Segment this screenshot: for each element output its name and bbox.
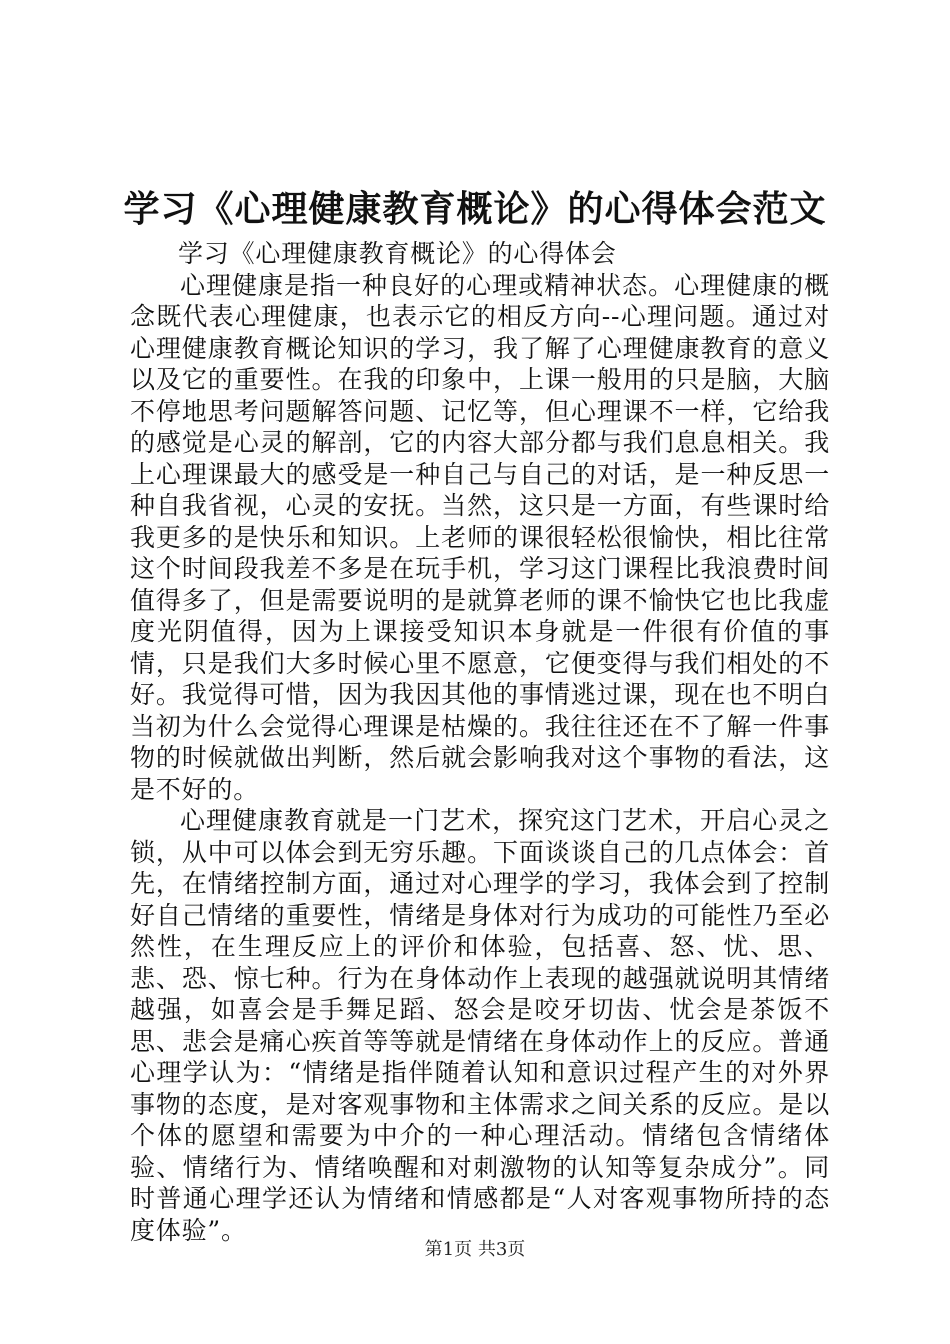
page-number-footer: 第1页 共3页 xyxy=(424,1239,526,1260)
document-title: 学习《心理健康教育概论》的心得体会范文 xyxy=(123,188,827,230)
document-body xyxy=(130,238,830,1246)
document-subtitle: 学习《心理健康教育概论》的心得体会 xyxy=(178,239,617,268)
paragraph-2: 心理健康教育就是一门艺术，探究这门艺术，开启心灵之锁，从中可以体会到无穷乐趣。下面谈谈自己的几点体会：首先，在情绪控制方面，通过对心理学的学习，我体会到了控制好自己情绪的重要性，情绪是身体对行为成功的可能性乃至必然性，在生理反应上的评价和体验，包括喜、怒、忧、思、悲、恐、惊七种。行为在身体动作上表现的越强就说明其情绪越强，如喜会是手舞足蹈、怒会是咬牙切齿、忧会是茶饭不思、悲会是痛心疾首等等就是情绪在身体动作上的反应。普通心理学认为：“情绪是指伴随着认知和意识过程产生的对外界事物的态度，是对客观事物和主体需求之间关系的反应。是以个体的愿望和需要为中介的一种心理活动。情绪包含情绪体验、情绪行为、情绪唤醒和对刺激物的认知等复杂成分”。同时普通心理学还认为情绪和情感都是“人对客观事物所持的态度体验”。 xyxy=(130,806,830,1245)
paragraph-1: 心理健康是指一种良好的心理或精神状态。心理健康的概念既代表心理健康，也表示它的相反方向--心理问题。通过对心理健康教育概论知识的学习，我了解了心理健康教育的意义以及它的重要性。在我的印象中，上课一般用的只是脑，大脑不停地思考问题解答问题、记忆等，但心理课不一样，它给我的感觉是心灵的解剖，它的内容大部分都与我们息息相关。我上心理课最大的感受是一种自己与自己的对话，是一种反思一种自我省视，心灵的安抚。当然，这只是一方面，有些课时给我更多的是快乐和知识。上老师的课很轻松很愉快，相比往常这个时间段我差不多是在玩手机，学习这门课程比我浪费时间值得多了，但是需要说明的是就算老师的课不愉快它也比我虚度光阴值得，因为上课接受知识本身就是一件很有价值的事情，只是我们大多时候心里不愿意，它便变得与我们相处的不好。我觉得可惜，因为我因其他的事情逃过课，现在也不明白当初为什么会觉得心理课是枯燥的。我往往还在不了解一件事物的时候就做出判断，然后就会影响我对这个事物的看法，这是不好的。 xyxy=(130,270,830,804)
